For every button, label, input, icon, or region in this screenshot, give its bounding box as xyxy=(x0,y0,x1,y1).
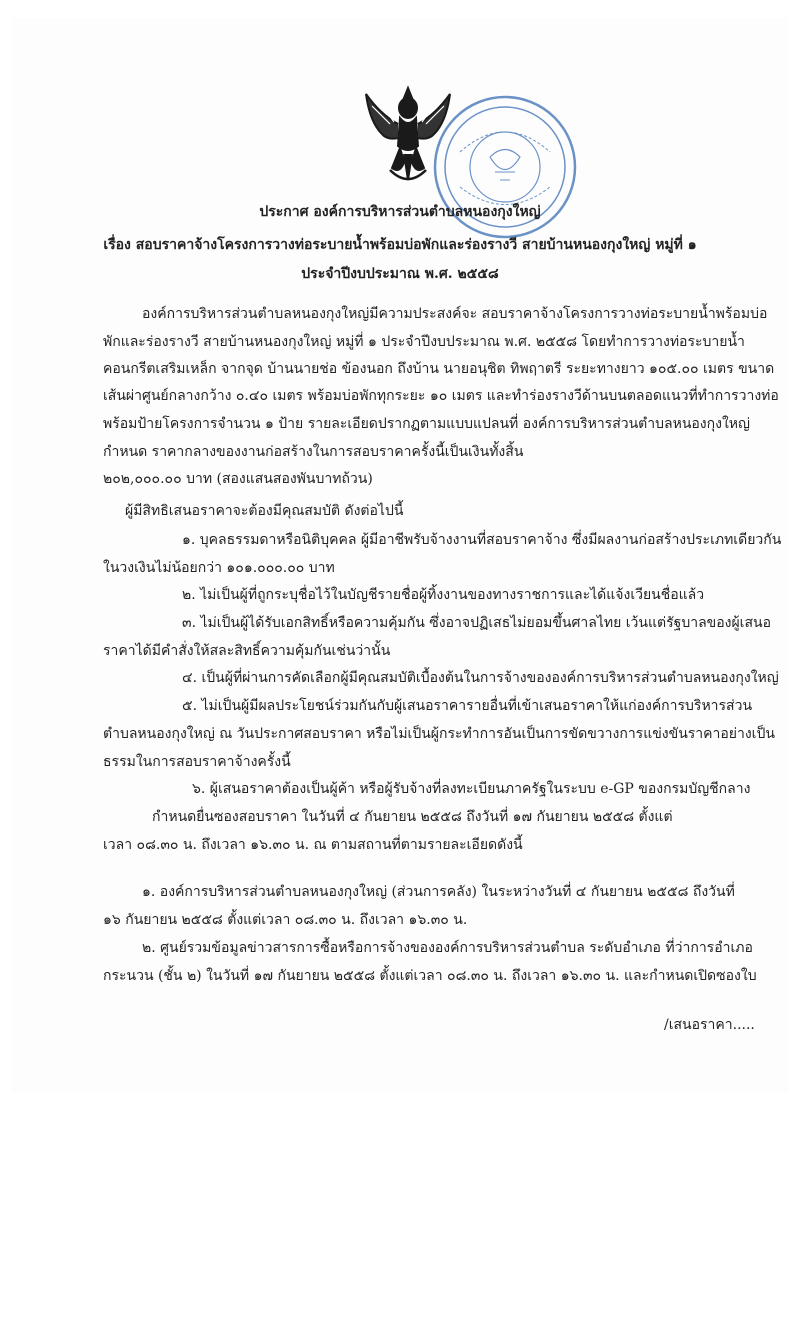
qualification-item: ๔. เป็นผู้ที่ผ่านการคัดเลือกผู้มีคุณสมบัติเบื้องต้นในการจ้างขององค์การบริหารส่วนตำบลหนองกุงใหญ่ xyxy=(182,670,779,686)
median-price: ๒๐๒,๐๐๐.๐๐ บาท (สองแสนสองพันบาทถ้วน) xyxy=(103,471,373,487)
qualification-item: ตำบลหนองกุงใหญ่ ณ วันประกาศสอบราคา หรือไม่เป็นผู้กระทำการอันเป็นการขัดขวางการแข่งขันราคาอย่างเป็น xyxy=(103,726,775,742)
qualification-item: ๓. ไม่เป็นผู้ได้รับเอกสิทธิ์หรือความคุ้มกัน ซึ่งอาจปฏิเสธไม่ยอมขึ้นศาลไทย เว้นแต่รัฐบาลของผู้เสนอ xyxy=(182,615,771,631)
location-item: กระนวน (ชั้น ๒) ในวันที่ ๑๗ กันยายน ๒๕๕๘ ตั้งแต่เวลา ๐๘.๓๐ น. ถึงเวลา ๑๖.๓๐ น. และกำหนดเปิดซองใบ xyxy=(103,968,757,984)
qualification-item: ๕. ไม่เป็นผู้มีผลประโยชน์ร่วมกันกับผู้เสนอราคารายอื่นที่เข้าเสนอราคาให้แก่องค์การบริหารส่วน xyxy=(182,698,753,714)
intro-line: กำหนด ราคากลางของงานก่อสร้างในการสอบราคาครั้งนี้เป็นเงินทั้งสิ้น xyxy=(103,444,524,460)
qualification-item: ธรรมในการสอบราคาจ้างครั้งนี้ xyxy=(103,754,291,770)
announcement-title: ประกาศ องค์การบริหารส่วนตำบลหนองกุงใหญ่ xyxy=(259,204,541,220)
intro-line: เส้นผ่าศูนย์กลางกว้าง ๐.๔๐ เมตร พร้อมบ่อพักทุกระยะ ๑๐ เมตร และทำร่องรางวีด้านบนตลอดแนวที่ทำการวางท่อ xyxy=(103,388,779,404)
location-item: ๑. องค์การบริหารส่วนตำบลหนองกุงใหญ่ (ส่วนการคลัง) ในระหว่างวันที่ ๔ กันยายน ๒๕๕๘ ถึงวันที่ xyxy=(142,884,735,900)
qualification-item: ราคาได้มีคำสั่งให้สละสิทธิ์ความคุ้มกันเช่นว่านั้น xyxy=(103,643,391,659)
location-item: ๑๖ กันยายน ๒๕๕๘ ตั้งแต่เวลา ๐๘.๓๐ น. ถึงเวลา ๑๖.๓๐ น. xyxy=(103,912,468,928)
fiscal-year: ประจำปีงบประมาณ พ.ศ. ๒๕๕๘ xyxy=(301,266,499,282)
intro-line: องค์การบริหารส่วนตำบลหนองกุงใหญ่มีความประสงค์จะ สอบราคาจ้างโครงการวางท่อระบายน้ำพร้อมบ่อ xyxy=(142,306,768,322)
continued-marker: /เสนอราคา..... xyxy=(664,1017,755,1033)
intro-line: คอนกรีตเสริมเหล็ก จากจุด บ้านนายช่อ ข้องนอก ถึงบ้าน นายอนุชิต ทิพฤาตรี ระยะทางยาว ๑๐๕.๐๐ เมตร ขนาด xyxy=(103,361,775,377)
qualification-item: ในวงเงินไม่น้อยกว่า ๑๐๑.๐๐๐.๐๐ บาท xyxy=(103,560,335,576)
location-item: ๒. ศูนย์รวมข้อมูลข่าวสารการซื้อหรือการจ้างขององค์การบริหารส่วนตำบล ระดับอำเภอ ที่ว่าการอำเภอ xyxy=(142,940,753,956)
qualifications-heading: ผู้มีสิทธิเสนอราคาจะต้องมีคุณสมบัติ ดังต่อไปนี้ xyxy=(125,503,404,519)
intro-line: พักและร่องรางวี สายบ้านหนองกุงใหญ่ หมู่ที่ ๑ ประจำปีงบประมาณ พ.ศ. ๒๕๕๘ โดยทำการวางท่อระบายน้ำ xyxy=(103,334,745,350)
qualification-item: ๖. ผู้เสนอราคาต้องเป็นผู้ค้า หรือผู้รับจ้างที่ลงทะเบียนภาครัฐในระบบ e-GP ของกรมบัญชีกลาง xyxy=(192,781,751,797)
intro-line: พร้อมป้ายโครงการจำนวน ๑ ป้าย รายละเอียดปรากฏตามแบบแปลนที่ องค์การบริหารส่วนตำบลหนองกุงใหญ่ xyxy=(103,416,750,432)
qualification-item: ๒. ไม่เป็นผู้ที่ถูกระบุชื่อไว้ในบัญชีรายชื่อผู้ทิ้งงานของทางราชการและได้แจ้งเวียนชื่อแล้ว xyxy=(182,587,705,603)
qualification-item: ๑. บุคลธรรมดาหรือนิติบุคคล ผู้มีอาชีพรับจ้างงานที่สอบราคาจ้าง ซึ่งมีผลงานก่อสร้างประเภทเดียวกัน xyxy=(182,532,782,548)
schedule-line: กำหนดยื่นซองสอบราคา ในวันที่ ๔ กันยายน ๒๕๕๘ ถึงวันที่ ๑๗ กันยายน ๒๕๕๘ ตั้งแต่ xyxy=(152,809,673,825)
schedule-line: เวลา ๐๘.๓๐ น. ถึงเวลา ๑๖.๓๐ น. ณ ตามสถานที่ตามรายละเอียดดังนี้ xyxy=(103,837,523,853)
announcement-subject: เรื่อง สอบราคาจ้างโครงการวางท่อระบายน้ำพร้อมบ่อพักและร่องรางวี สายบ้านหนองกุงใหญ่ หมู่ที่ ๑ xyxy=(103,237,697,253)
